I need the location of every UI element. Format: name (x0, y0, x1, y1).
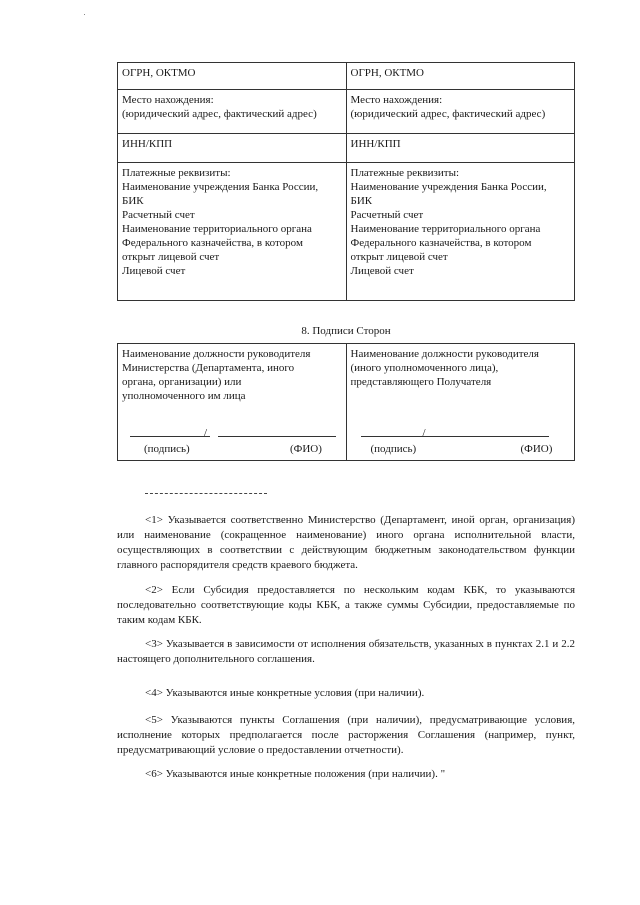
footnote-5: <5> Указываются пункты Соглашения (при наличии), предусматривающие условия, исполнение которых предполагается после расторжения Соглашения (например, пункт, предусматривающий условие о предоставлении отчетности). (117, 714, 575, 756)
left-payment-line: Платежные реквизиты: (122, 167, 231, 179)
left-payment-line: Федерального казначейства, в котором (122, 237, 303, 249)
footnote-separator (145, 493, 267, 494)
left-position-line: Министерства (Департамента, иного (122, 362, 295, 374)
left-address-line: (юридический адрес, фактический адрес) (122, 108, 317, 120)
right-payment-line: Наименование учреждения Банка России, (350, 181, 547, 193)
scan-speck (84, 14, 85, 15)
left-inn: ИНН/КПП (118, 134, 347, 163)
right-payment-line: Платежные реквизиты: (350, 167, 460, 179)
left-payment-line: Расчетный счет (122, 209, 195, 221)
right-payment-line: Наименование территориального органа (350, 223, 541, 235)
left-position-line: уполномоченного им лица (122, 390, 246, 402)
right-ogrn: ОГРН, ОКТМО (346, 63, 575, 90)
left-payment-line: открыт лицевой счет (122, 251, 220, 263)
left-signature-cell (118, 422, 347, 461)
right-payment-line: Расчетный счет (350, 209, 424, 221)
left-position-line: Наименование должности руководителя (122, 348, 311, 360)
right-position (346, 344, 575, 423)
footnote-3: <3> Указывается в зависимости от исполнения обязательств, указанных в пунктах 2.1 и 2.2 настоящего дополнительного соглашения. (117, 638, 575, 665)
right-signature-slash: / (422, 427, 426, 439)
footnote-2: <2> Если Субсидия предоставляется по нескольким кодам КБК, то указываются последовательно соответствующие коды КБК, а также суммы Субсидии, предоставляемые по таким кодам КБК. (117, 584, 575, 626)
right-fio-line (437, 436, 549, 437)
signatures-table (117, 343, 575, 461)
left-payment-line: Лицевой счет (122, 265, 186, 277)
left-fio-label: (ФИО) (290, 443, 322, 455)
right-payment-line: БИК (350, 195, 373, 207)
right-payment-line: Федерального казначейства, в котором (350, 237, 532, 249)
left-payment-line: Наименование территориального органа (122, 223, 312, 235)
left-fio-line (218, 436, 336, 437)
left-position (118, 344, 347, 423)
right-address-line: Место нахождения: (350, 94, 443, 106)
left-address (118, 90, 347, 134)
footnote-1: <1> Указывается соответственно Министерство (Департамент, иной орган, организация) или наименование (сокращенное наименование) иного органа исполнительной власти, осуществляющих в соответствии с действующим бюджетным законодательством функции главного распорядителя средств краевого бюджета. (117, 514, 575, 571)
right-address (346, 90, 575, 134)
requisites-table (117, 62, 575, 301)
left-ogrn: ОГРН, ОКТМО (118, 63, 347, 90)
right-position-line: (иного уполномоченного лица), (350, 362, 499, 374)
left-payment-line: БИК (122, 195, 144, 207)
right-position-line: Наименование должности руководителя (350, 348, 539, 360)
right-fio-label: (ФИО) (520, 443, 553, 455)
right-payment-line: открыт лицевой счет (350, 251, 448, 263)
right-signature-label: (подпись) (370, 443, 417, 455)
right-signature-line (361, 436, 441, 437)
right-inn: ИНН/КПП (346, 134, 575, 163)
right-payment-line: Лицевой счет (350, 265, 414, 277)
right-address-line: (юридический адрес, фактический адрес) (350, 108, 546, 120)
footnote-4: <4> Указываются иные конкретные условия (при наличии). (145, 687, 425, 699)
right-signature-cell (346, 422, 575, 461)
left-position-line: органа, организации) или (122, 376, 242, 388)
footnote-6: <6> Указываются иные конкретные положения (при наличии). " (145, 768, 446, 780)
left-payment-line: Наименование учреждения Банка России, (122, 181, 319, 193)
left-signature-label: (подпись) (144, 443, 190, 455)
right-payment (346, 163, 575, 301)
section-title: 8. Подписи Сторон (301, 325, 391, 337)
right-position-line: представляющего Получателя (350, 376, 492, 388)
left-payment (118, 163, 347, 301)
left-signature-slash: / (204, 427, 208, 439)
left-address-line: Место нахождения: (122, 94, 214, 106)
left-signature-line (130, 436, 210, 437)
